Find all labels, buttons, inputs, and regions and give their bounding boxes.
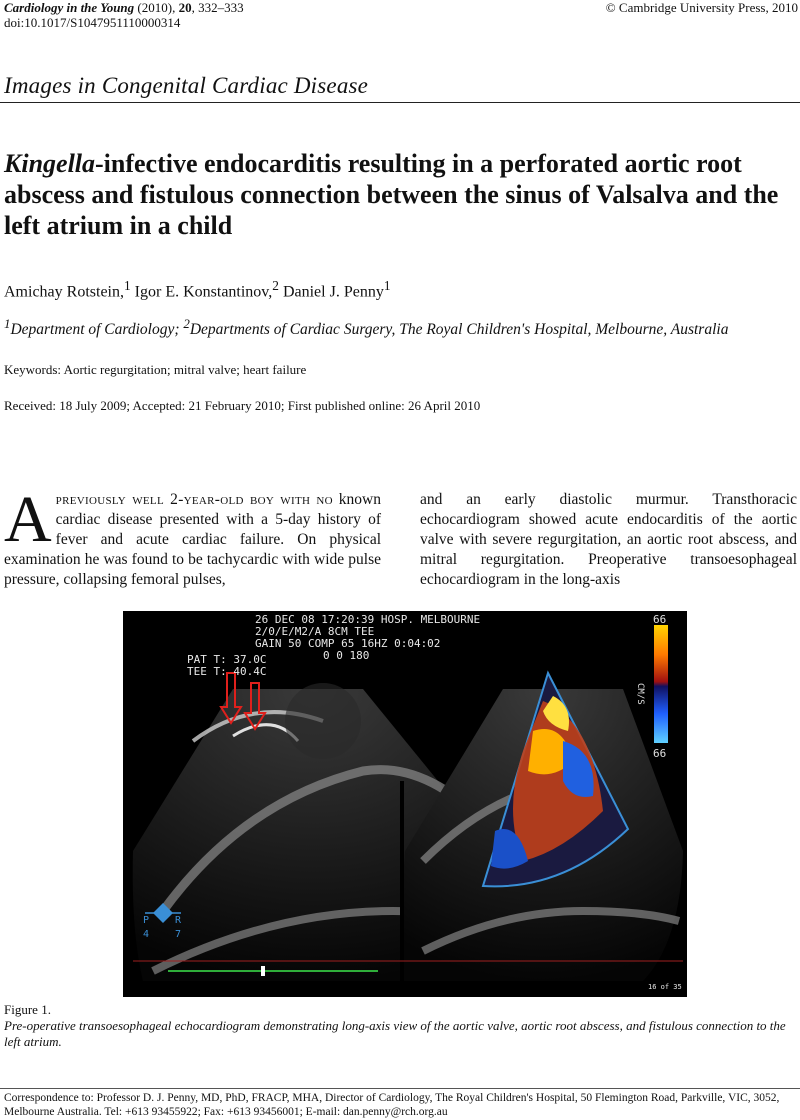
copyright: © Cambridge University Press, 2010: [605, 0, 798, 15]
author-name[interactable]: Amichay Rotstein,: [4, 283, 124, 301]
author-affil-sup: 1: [123, 278, 131, 293]
echo-image: [123, 611, 687, 997]
affil-dept: Department of Cardiology;: [10, 321, 184, 339]
article-title: [4, 148, 794, 241]
journal-pages: , 332–333: [191, 0, 244, 15]
affiliations: [4, 316, 728, 339]
journal-year: (2010),: [134, 0, 179, 15]
affil-sup: 1: [4, 316, 11, 331]
publication-dates: Received: 18 July 2009; Accepted: 21 February 2010; First published online: 26 April 2010: [4, 398, 481, 413]
affil-sup: 2: [183, 316, 190, 331]
patient-temp: PAT T: 37.0C: [187, 653, 267, 666]
correspondence: Correspondence to: Professor D. J. Penny, MD, PhD, FRACP, MHA, Director of Cardiology, The Royal Children's Hospital, 50 Flemington Road, Parkville, VIC, 3052, Melbourne Australia. Tel: +613 93455922; Fax: +613 93456001; E-mail: dan.penny@rch.org.au: [4, 1092, 780, 1118]
drop-cap: A: [4, 483, 52, 556]
echo-gain: GAIN 50 COMP 65 16HZ 0:04:02: [255, 637, 441, 650]
echo-date: 26 DEC 08 17:20:39 HOSP. MELBOURNE: [255, 613, 481, 626]
figure-caption: Pre-operative transoesophageal echocardiogram demonstrating long-axis view of the aortic valve, aortic root abscess, and fistulous connection to the left atrium.: [4, 1018, 786, 1049]
echo-angle: 0 0 180: [323, 649, 370, 662]
section-divider: [0, 102, 800, 103]
author-affil-sup: 1: [383, 278, 391, 293]
author-name[interactable]: Daniel J. Penny: [278, 283, 384, 301]
author-affil-sup: 2: [272, 278, 279, 293]
title-genus: Kingella: [4, 149, 96, 178]
author-name[interactable]: Igor E. Konstantinov,: [130, 283, 273, 301]
title-rest: -infective endocarditis resulting in a perforated aortic root abscess and fistulous connection between the sinus of Valsalva and the left atrium in a child: [4, 149, 779, 240]
echocardiogram-figure: [123, 611, 687, 997]
body-text: known cardiac disease presented with a 5-day history of fever and acute cardiac failure. On physical examination he was found to be tachycardic with wide pulse pressure, collapsing femoral pulses,: [4, 491, 381, 588]
velocity-scale: [654, 625, 668, 743]
scale-unit: CM/S: [635, 683, 645, 705]
journal-header: [4, 0, 244, 15]
frame-counter: 16 of 35: [648, 983, 682, 991]
probe-r: R: [175, 915, 182, 926]
probe-p: P: [143, 915, 150, 926]
keywords: Keywords: Aortic regurgitation; mitral valve; heart failure: [4, 362, 307, 377]
echo-settings: 2/0/E/M2/A 8CM TEE: [255, 625, 375, 638]
doi-link[interactable]: doi:10.1017/S1047951110000314: [4, 15, 181, 30]
body-column-left: [4, 483, 381, 590]
body-smallcaps: previously well 2-year-old boy with no: [55, 491, 333, 508]
affil-dept: Departments of Cardiac Surgery, The Royal Children's Hospital, Melbourne, Australia: [189, 321, 729, 339]
scale-top: 66: [653, 613, 667, 626]
journal-volume: 20: [178, 0, 192, 15]
section-title: Images in Congenital Cardiac Disease: [4, 73, 369, 98]
scale-bottom: 66: [653, 747, 667, 760]
footnote-divider: [0, 1088, 800, 1089]
probe-4: 4: [143, 929, 150, 940]
right-echo-panel: [402, 673, 683, 981]
journal-name: Cardiology in the Young: [4, 0, 135, 15]
body-column-right: and an early diastolic murmur. Transthoracic echocardiogram showed acute endocarditis of the aortic valve with severe regurgitation, an aortic root abscess, and mitral regurgitation. Preoperative transoesophageal echocardiogram in the long-axis: [420, 491, 797, 588]
probe-temp: TEE T: 40.4C: [187, 665, 267, 678]
figure-label: Figure 1.: [4, 1002, 51, 1017]
probe-7: 7: [175, 929, 182, 940]
author-list: [4, 278, 390, 301]
